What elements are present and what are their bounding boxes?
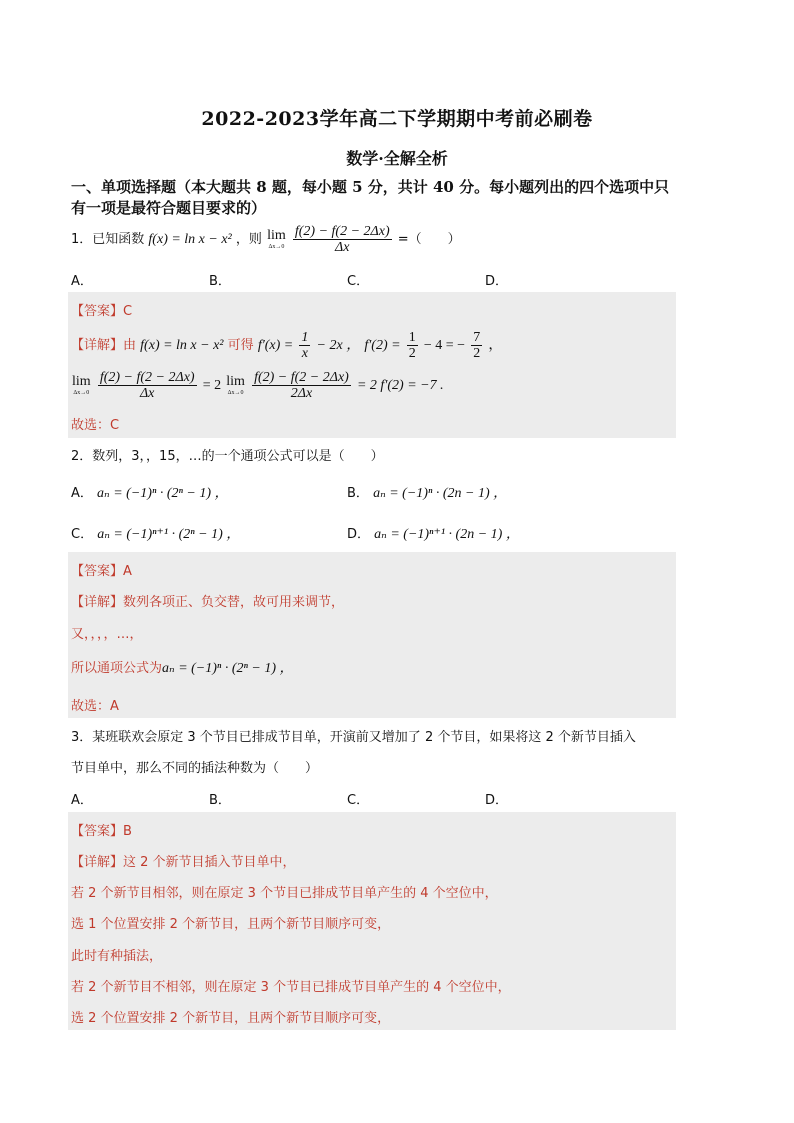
q2-detail-line-3: 所以通项公式为aₙ = (−1)ⁿ · (2ⁿ − 1) ， bbox=[71, 661, 294, 676]
q2-option-d: D． aₙ = (−1)ⁿ⁺¹ · (2n − 1) ， bbox=[347, 527, 520, 542]
q3-detail-line-6: 选 2 个位置安排 2 个新节目，且两个新节目顺序可变， bbox=[71, 1011, 391, 1026]
q2-detail-line-2: 又，，，，…， bbox=[71, 627, 143, 642]
q2-option-b: B． aₙ = (−1)ⁿ · (2n − 1) ， bbox=[347, 486, 508, 501]
q3-answer: 【答案】B bbox=[71, 824, 132, 839]
q3-detail-line-4: 此时有种插法， bbox=[71, 949, 163, 964]
q1-detail-line-2: lim Δx→0 $\frac{f(2) - f(2 - 2\Delta x)}{\Delta x}$ = 2 lim Δx→0 $\frac{f(2) - f(2 - 2\Delta x)}{2\Delta x}$ = 2 f′(2) = −7 . bbox=[72, 370, 444, 401]
q2-option-c: C． aₙ = (−1)ⁿ⁺¹ · (2ⁿ − 1) ， bbox=[71, 527, 241, 542]
document-title: 2022-2023学年高二下学期期中考前必刷卷 bbox=[201, 108, 593, 130]
q2-answer: 【答案】A bbox=[71, 564, 132, 579]
q1-limit: lim Δx→0 bbox=[267, 228, 286, 250]
q3-stem-line-1: 3．某班联欢会原定 3 个节目已排成节目单，开演前又增加了 2 个节目，如果将这 2 个新节目插入 bbox=[71, 730, 636, 745]
q2-choose: 故选：A bbox=[71, 699, 119, 714]
q1-option-a: A． bbox=[71, 274, 93, 289]
q3-detail-line-3: 选 1 个位置安排 2 个新节目，且两个新节目顺序可变， bbox=[71, 917, 391, 932]
q3-detail-line-1: 【详解】这 2 个新节目插入节目单中， bbox=[71, 855, 296, 870]
q1-choose: 故选：C bbox=[71, 418, 120, 433]
q1-function: f(x) = ln x − x² bbox=[148, 232, 232, 247]
q3-detail-line-2: 若 2 个新节目相邻，则在原定 3 个节目已排成节目单产生的 4 个空位中， bbox=[71, 886, 498, 901]
q1-answer: 【答案】C bbox=[71, 304, 133, 319]
q2-detail-line-1: 【详解】数列各项正、负交替，故可用来调节， bbox=[71, 595, 345, 610]
q3-option-a: A． bbox=[71, 793, 93, 808]
q2-option-a: A． aₙ = (−1)ⁿ · (2ⁿ − 1) ， bbox=[71, 486, 229, 501]
q3-option-c: C． bbox=[347, 793, 370, 808]
q1-option-d: D． bbox=[485, 274, 509, 289]
q1-fraction: $\frac{f(2) - f(2 - 2\Delta x)}{\Delta x}$ bbox=[294, 224, 390, 255]
q3-option-b: B． bbox=[209, 793, 231, 808]
q1-option-b: B． bbox=[209, 274, 231, 289]
q1-option-c: C． bbox=[347, 274, 370, 289]
q1-answer-panel bbox=[68, 292, 676, 438]
q1-detail-line-1: 【详解】由 f(x) = ln x − x² 可得 f′(x) = $\frac{1}{x}$ − 2x ， f′(2) = $\frac{1}{2}$ − 4 = − $\frac{7}{2}$ ， bbox=[71, 330, 503, 361]
q2-answer-panel bbox=[68, 552, 676, 718]
q1-stem: 1．已知函数 f(x) = ln x − x² ，则 lim Δx→0 $\frac{f(2) - f(2 - 2\Delta x)}{\Delta x}$ =（ ） bbox=[71, 224, 461, 255]
q3-detail-line-5: 若 2 个新节目不相邻，则在原定 3 个节目已排成节目单产生的 4 个空位中， bbox=[71, 980, 511, 995]
q2-stem: 2．数列，3，，15，…的一个通项公式可以是（ ） bbox=[71, 449, 384, 464]
section-heading: 一、单项选择题（本大题共 8 题，每小题 5 分，共计 40 分。每小题列出的四个选项中只有一项是最符合题目要求的） bbox=[71, 178, 670, 217]
q3-option-d: D． bbox=[485, 793, 509, 808]
q3-stem-line-2: 节目单中，那么不同的插法种数为（ ） bbox=[71, 761, 319, 776]
document-subtitle: 数学·全解全析 bbox=[346, 149, 448, 168]
